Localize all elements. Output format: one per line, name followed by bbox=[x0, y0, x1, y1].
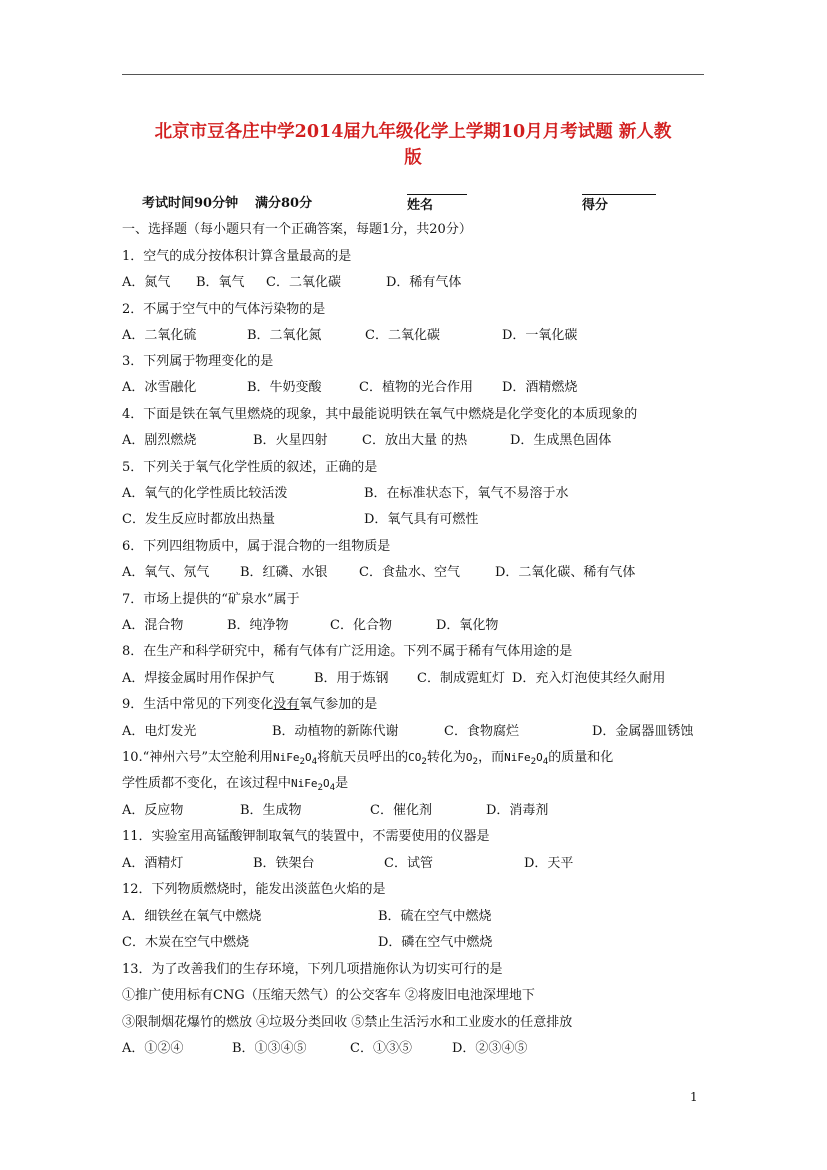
option-c: C．发生反应时都放出热量 bbox=[122, 512, 275, 527]
option-a: A．氧气、氖气 bbox=[122, 565, 210, 580]
subscript: 2 bbox=[530, 756, 537, 768]
section-heading bbox=[122, 218, 472, 238]
question-2-stem bbox=[122, 298, 325, 318]
formula-part: O bbox=[304, 751, 312, 764]
subscript: 4 bbox=[329, 782, 336, 794]
option-b: B．①③④⑤ bbox=[232, 1041, 307, 1056]
name-label: 姓名 bbox=[407, 198, 434, 213]
formula-part: NiFe bbox=[291, 777, 318, 790]
question-text: 转化为 bbox=[426, 750, 466, 765]
formula-part: O bbox=[323, 777, 330, 790]
option-b: B．牛奶变酸 bbox=[247, 380, 322, 395]
question-11-stem bbox=[122, 825, 490, 845]
question-5-options-row-2 bbox=[122, 508, 712, 528]
question-text: 1．空气的成分按体积计算含量最高的是 bbox=[122, 249, 352, 264]
question-text: 11．实验室用高锰酸钾制取氧气的装置中，不需要使用的仪器是 bbox=[122, 829, 490, 844]
question-5-stem bbox=[122, 456, 377, 476]
question-1-options bbox=[122, 271, 712, 291]
question-4-options bbox=[122, 429, 712, 449]
full-score: 满分80分 bbox=[255, 196, 313, 211]
question-8-options bbox=[122, 667, 712, 687]
score-label: 得分 bbox=[582, 198, 609, 213]
subscript: 2 bbox=[472, 756, 479, 768]
question-1-stem bbox=[122, 245, 351, 265]
question-3-stem bbox=[122, 350, 273, 370]
option-b: B．火星四射 bbox=[253, 433, 328, 448]
option-c: C．放出大量 的热 bbox=[362, 433, 468, 448]
option-d: D．氧气具有可燃性 bbox=[364, 512, 479, 527]
question-9-options bbox=[122, 720, 712, 740]
question-text: 4．下面是铁在氧气里燃烧的现象，其中最能说明铁在氧气中燃烧是化学变化的本质现象的 bbox=[122, 407, 638, 422]
question-11-options bbox=[122, 852, 712, 872]
question-13-stem bbox=[122, 958, 503, 978]
option-c: C．植物的光合作用 bbox=[359, 380, 473, 395]
question-13-measures-2 bbox=[122, 1011, 572, 1031]
exam-info bbox=[122, 190, 712, 212]
question-text: 学性质都不变化，在该过程中 bbox=[122, 776, 292, 791]
subscript: 2 bbox=[421, 756, 427, 768]
formula-nife2o4 bbox=[272, 751, 318, 768]
question-text: 的质量和化 bbox=[548, 750, 614, 765]
formula-part: O bbox=[536, 751, 543, 764]
name-blank bbox=[407, 194, 467, 195]
subscript: 4 bbox=[542, 756, 549, 768]
option-a: A．二氧化硫 bbox=[122, 328, 197, 343]
page-number: 1 bbox=[690, 1090, 698, 1104]
option-a: A．混合物 bbox=[122, 618, 184, 633]
option-a: A．焊接金属时用作保护气 bbox=[122, 671, 275, 686]
option-b: B．硫在空气中燃烧 bbox=[378, 909, 492, 924]
option-d: D．消毒剂 bbox=[486, 803, 549, 818]
question-2-options bbox=[122, 324, 712, 344]
question-text: 12．下列物质燃烧时，能发出淡蓝色火焰的是 bbox=[122, 882, 386, 897]
question-12-options-row-2 bbox=[122, 931, 712, 951]
formula-nife2o4 bbox=[504, 751, 549, 768]
measure-text: ③限制烟花爆竹的燃放 ④垃圾分类回收 ⑤禁止生活污水和工业废水的任意排放 bbox=[122, 1015, 573, 1030]
formula-part: NiFe bbox=[272, 751, 300, 764]
question-text: 氧气参加的是 bbox=[299, 697, 378, 712]
option-d: D．充入灯泡使其经久耐用 bbox=[512, 671, 666, 686]
question-text: 7．市场上提供的“矿泉水”属于 bbox=[122, 592, 300, 607]
option-d: D．天平 bbox=[524, 856, 574, 871]
option-d: D．稀有气体 bbox=[386, 275, 462, 290]
option-c: C．试管 bbox=[384, 856, 433, 871]
option-b: B．生成物 bbox=[240, 803, 302, 818]
question-text: 6．下列四组物质中，属于混合物的一组物质是 bbox=[122, 539, 391, 554]
question-8-stem bbox=[122, 640, 572, 660]
subscript: 4 bbox=[311, 756, 318, 768]
exam-time: 考试时间90分钟 bbox=[142, 196, 239, 211]
question-4-stem bbox=[122, 403, 637, 423]
option-a: A．细铁丝在氧气中燃烧 bbox=[122, 909, 262, 924]
formula-part: O bbox=[465, 751, 473, 764]
option-a: A．①②④ bbox=[122, 1041, 184, 1056]
question-text: 将航天员呼出的 bbox=[317, 750, 409, 765]
question-12-stem bbox=[122, 878, 386, 898]
option-b: B．铁架台 bbox=[253, 856, 315, 871]
question-text: 是 bbox=[335, 776, 349, 791]
question-text: 10.“神州六号”太空舱利用 bbox=[122, 750, 273, 765]
question-text: 8．在生产和科学研究中，稀有气体有广泛用途。下列不属于稀有气体用途的是 bbox=[122, 644, 573, 659]
option-a: A．冰雪融化 bbox=[122, 380, 197, 395]
header-rule bbox=[122, 74, 704, 75]
title-line-1: 北京市豆各庄中学2014届九年级化学上学期10月月考试题 新人教 bbox=[154, 122, 672, 142]
question-13-measures-1 bbox=[122, 984, 535, 1004]
option-c: C．化合物 bbox=[330, 618, 392, 633]
question-text: 9．生活中常见的下列变化 bbox=[122, 697, 274, 712]
option-d: D．磷在空气中燃烧 bbox=[378, 935, 493, 950]
score-blank bbox=[582, 194, 656, 195]
formula-o2 bbox=[465, 751, 479, 768]
question-9-stem bbox=[122, 693, 377, 713]
question-6-stem bbox=[122, 535, 390, 555]
option-b: B．动植物的新陈代谢 bbox=[272, 724, 399, 739]
question-7-options bbox=[122, 614, 712, 634]
option-d: D．生成黑色固体 bbox=[510, 433, 612, 448]
formula-part: CO bbox=[408, 751, 422, 764]
subscript: 2 bbox=[317, 782, 324, 794]
formula-nife2o4 bbox=[291, 777, 336, 794]
option-b: B．用于炼钢 bbox=[314, 671, 389, 686]
option-d: D．②③④⑤ bbox=[452, 1041, 528, 1056]
question-text: 13．为了改善我们的生存环境，下列几项措施你认为切实可行的是 bbox=[122, 962, 503, 977]
option-b: B．红磷、水银 bbox=[240, 565, 328, 580]
measure-text: ①推广使用标有CNG（压缩天然气）的公交客车 ②将废旧电池深埋地下 bbox=[122, 988, 535, 1003]
question-5-options-row-1 bbox=[122, 482, 712, 502]
option-a: A．氧气的化学性质比较活泼 bbox=[122, 486, 288, 501]
option-b: B．氧气 bbox=[196, 275, 245, 290]
question-text: 2．不属于空气中的气体污染物的是 bbox=[122, 302, 326, 317]
question-text: 3．下列属于物理变化的是 bbox=[122, 354, 274, 369]
option-d: D．酒精燃烧 bbox=[502, 380, 578, 395]
option-d: D．二氧化碳、稀有气体 bbox=[495, 565, 636, 580]
question-12-options-row-1 bbox=[122, 905, 712, 925]
formula-part: NiFe bbox=[504, 751, 531, 764]
question-10-options bbox=[122, 799, 712, 819]
question-text: ，而 bbox=[478, 750, 505, 765]
question-6-options bbox=[122, 561, 712, 581]
option-a: A．氮气 bbox=[122, 275, 171, 290]
option-a: A．反应物 bbox=[122, 803, 184, 818]
option-c: C．食盐水、空气 bbox=[359, 565, 460, 580]
question-10-stem-line-2 bbox=[122, 772, 348, 792]
option-d: D．一氧化碳 bbox=[502, 328, 578, 343]
option-b: B．纯净物 bbox=[227, 618, 289, 633]
option-c: C．催化剂 bbox=[370, 803, 432, 818]
option-c: C．二氧化碳 bbox=[266, 275, 341, 290]
underlined-text: 没有 bbox=[273, 697, 300, 712]
question-text: 5．下列关于氧气化学性质的叙述，正确的是 bbox=[122, 460, 378, 475]
question-13-options bbox=[122, 1037, 712, 1057]
option-a: A．剧烈燃烧 bbox=[122, 433, 197, 448]
option-d: D．金属器皿锈蚀 bbox=[592, 724, 694, 739]
option-b: B．在标准状态下，氧气不易溶于水 bbox=[364, 486, 569, 501]
option-c: C．①③⑤ bbox=[350, 1041, 412, 1056]
question-3-options bbox=[122, 376, 712, 396]
option-d: D．氧化物 bbox=[436, 618, 499, 633]
option-c: C．制成霓虹灯 bbox=[417, 671, 505, 686]
option-c: C．木炭在空气中燃烧 bbox=[122, 935, 249, 950]
question-7-stem bbox=[122, 588, 300, 608]
option-c: C．二氧化碳 bbox=[365, 328, 440, 343]
section-heading-text: 一、选择题（每小题只有一个正确答案，每题1分，共20分） bbox=[122, 222, 472, 237]
option-a: A．酒精灯 bbox=[122, 856, 184, 871]
subscript: 2 bbox=[299, 756, 305, 768]
option-c: C．食物腐烂 bbox=[444, 724, 519, 739]
option-a: A．电灯发光 bbox=[122, 724, 197, 739]
formula-co2 bbox=[408, 751, 427, 768]
question-10-stem-line-1 bbox=[122, 746, 712, 766]
title-line-2: 版 bbox=[404, 148, 422, 168]
option-b: B．二氧化氮 bbox=[247, 328, 322, 343]
